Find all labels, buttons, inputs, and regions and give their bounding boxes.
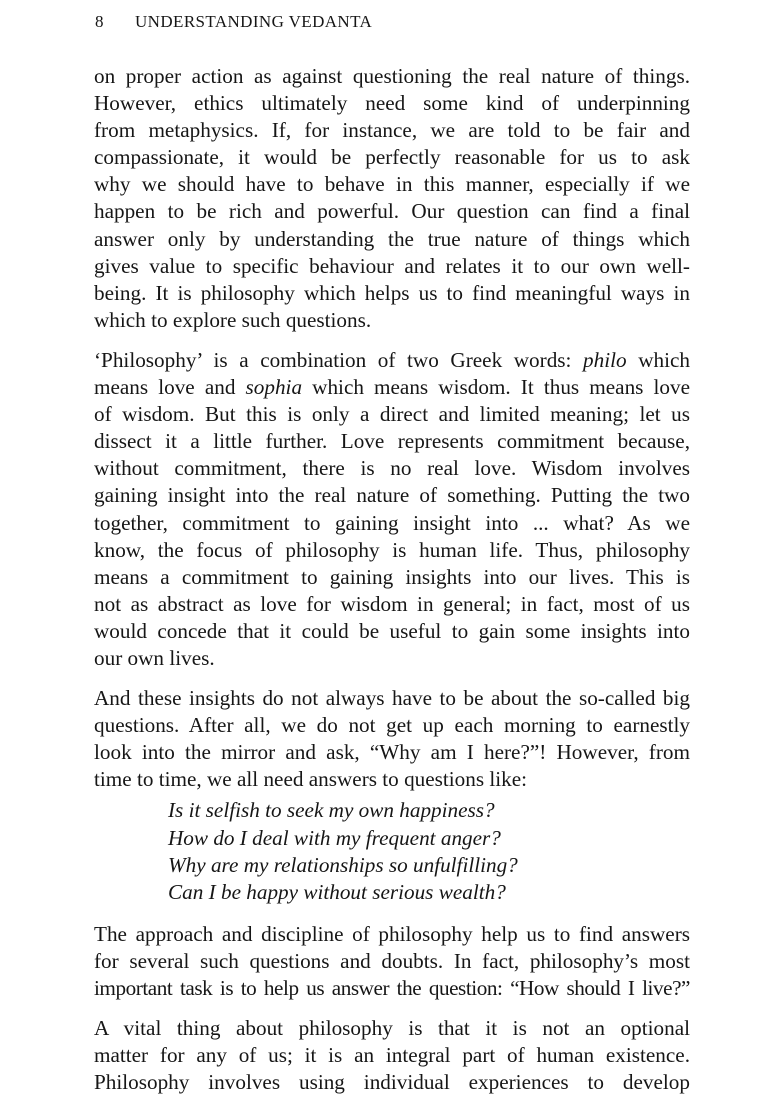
text-line xyxy=(94,374,690,401)
text-line: know, the focus of philosophy is human life. Thus, philosophy xyxy=(94,537,690,562)
running-head xyxy=(95,12,372,32)
text-line: answer only by understanding the true nature of things which xyxy=(94,226,690,251)
text-line: dissect it a little further. Love represents commitment because, xyxy=(94,429,690,454)
question-item: Is it selfish to seek my own happiness? xyxy=(168,798,495,823)
text-line: The approach and discipline of philosophy help us to find answers xyxy=(94,921,690,946)
text-line: And these insights do not always have to be about the so-called big xyxy=(94,686,690,711)
text-line: look into the mirror and ask, “Why am I here?”! However, from xyxy=(94,740,690,765)
text-run: which xyxy=(626,347,690,372)
body-text xyxy=(94,63,690,1109)
paragraph-4 xyxy=(94,921,690,1002)
text-line: for several such questions and doubts. In fact, philosophy’s most xyxy=(94,948,690,973)
text-line: why we should have to behave in this manner, especially if we xyxy=(94,172,690,197)
text-line: our own lives. xyxy=(94,645,215,670)
text-line: Philosophy involves using individual experiences to develop xyxy=(94,1070,690,1095)
paragraph-2 xyxy=(94,347,690,672)
question-item: Can I be happy without serious wealth? xyxy=(168,879,506,904)
running-title: UNDERSTANDING VEDANTA xyxy=(135,12,373,31)
page-number: 8 xyxy=(95,12,104,31)
text-line: gives value to specific behaviour and relates it to our own well- xyxy=(94,253,690,278)
question-list xyxy=(168,797,690,905)
text-line: A vital thing about philosophy is that it is not an optional xyxy=(94,1016,690,1041)
text-line: on proper action as against questioning the real nature of things. xyxy=(94,64,690,88)
text-line: would concede that it could be useful to gain some insights into xyxy=(94,618,690,643)
text-line: being. It is philosophy which helps us to find meaningful ways in xyxy=(94,280,690,305)
text-line: However, ethics ultimately need some kind of underpinning xyxy=(94,91,690,116)
text-line: together, commitment to gaining insight into ... what? As we xyxy=(94,510,690,535)
text-line: matter for any of us; it is an integral part of human existence. xyxy=(94,1043,690,1068)
text-run: which means wisdom. It thus means love xyxy=(302,375,690,400)
text-line: important task is to help us answer the question: “How should I live?” xyxy=(94,976,690,1000)
question-item: Why are my relationships so unfulfilling? xyxy=(168,852,518,877)
question-item: How do I deal with my frequent anger? xyxy=(168,825,501,850)
paragraph-5 xyxy=(94,1015,690,1096)
text-line: time to time, we all need answers to questions like: xyxy=(94,767,528,792)
text-line: which to explore such questions. xyxy=(94,307,372,332)
text-line: means a commitment to gaining insights into our lives. This is xyxy=(94,564,690,589)
italic-term-sophia: sophia xyxy=(245,375,303,400)
text-line: from metaphysics. If, for instance, we are told to be fair and xyxy=(94,118,690,143)
text-line: compassionate, it would be perfectly reasonable for us to ask xyxy=(94,145,690,170)
text-line xyxy=(94,347,690,374)
italic-term-philo: philo xyxy=(583,347,627,372)
text-run: means love and xyxy=(94,375,246,400)
text-line: questions. After all, we do not get up each morning to earnestly xyxy=(94,713,690,738)
text-line: happen to be rich and powerful. Our question can find a final xyxy=(94,199,690,224)
text-line: of wisdom. But this is only a direct and limited meaning; let us xyxy=(94,402,690,427)
text-line: without commitment, there is no real love. Wisdom involves xyxy=(94,456,690,481)
text-line: gaining insight into the real nature of something. Putting the two xyxy=(94,483,690,508)
paragraph-3 xyxy=(94,685,690,793)
text-line: not as abstract as love for wisdom in general; in fact, most of us xyxy=(94,591,690,616)
text-run: ‘Philosophy’ is a combination of two Greek words: xyxy=(94,347,584,372)
paragraph-1 xyxy=(94,63,690,334)
